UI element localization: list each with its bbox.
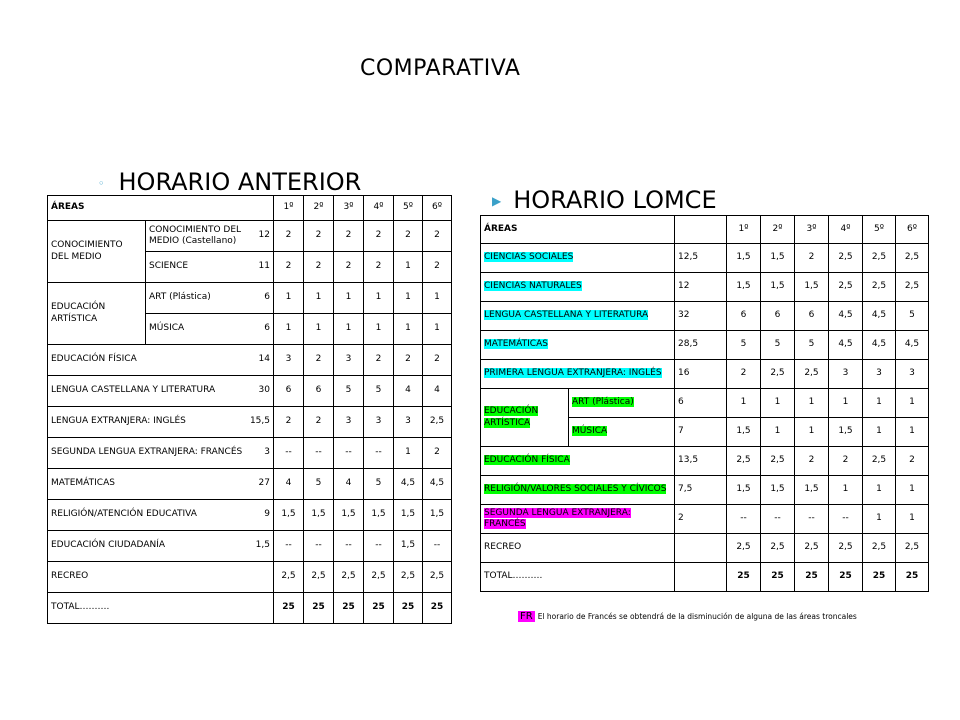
table-row [48, 500, 452, 531]
value-cell: 2,5 [863, 244, 896, 273]
subject-name: SEGUNDA LENGUA EXTRANJERA: FRANCÉS [484, 507, 631, 529]
value-cell: 1,5 [727, 476, 761, 505]
value-cell: 2,5 [394, 562, 423, 593]
subject-total: 7,5 [675, 476, 727, 505]
table-row [481, 505, 929, 534]
value-cell: 1 [274, 283, 304, 314]
table-row [48, 376, 452, 407]
value-cell: 2,5 [727, 534, 761, 563]
subject-name: TOTAL………. [484, 571, 543, 582]
table-row [481, 447, 929, 476]
subject-name: MATEMÁTICAS [484, 339, 548, 350]
subject-label [48, 469, 274, 500]
value-cell: 2,5 [761, 534, 795, 563]
subject-total: 14 [258, 354, 270, 365]
table-row [48, 593, 452, 624]
value-cell: 2 [896, 447, 929, 476]
subject-total: 11 [258, 261, 270, 272]
value-cell: 1,5 [795, 273, 829, 302]
header-cell-areas: ÁREAS [481, 216, 675, 244]
table-row [481, 360, 929, 389]
value-cell: 25 [364, 593, 394, 624]
value-cell: 1 [423, 283, 452, 314]
value-cell: 1,5 [727, 244, 761, 273]
subject-label [48, 500, 274, 531]
value-cell: 2,5 [364, 562, 394, 593]
value-cell: 3 [274, 345, 304, 376]
header-cell-areas: ÁREAS [48, 196, 274, 221]
subject-label [48, 593, 274, 624]
value-cell: 25 [896, 563, 929, 592]
value-cell: 25 [394, 593, 423, 624]
value-cell: 1 [896, 389, 929, 418]
value-cell: 1 [394, 438, 423, 469]
value-cell: -- [761, 505, 795, 534]
subject-name: TOTAL………. [51, 602, 110, 613]
value-cell: -- [334, 438, 364, 469]
subject-name: RECREO [51, 571, 89, 582]
value-cell: 2 [423, 345, 452, 376]
subject-total: 2 [675, 505, 727, 534]
value-cell: 2 [304, 407, 334, 438]
header-cell-total [675, 216, 727, 244]
subject-label [146, 314, 274, 345]
subject-label [146, 221, 274, 252]
subject-name: RECREO [484, 542, 522, 553]
value-cell: 2,5 [863, 534, 896, 563]
subject-name: EDUCACIÓN FÍSICA [51, 354, 137, 365]
value-cell: 2,5 [274, 562, 304, 593]
group-educacion-artistica: EDUCACIÓN ARTÍSTICA [48, 283, 146, 345]
subject-total: 9 [264, 509, 270, 520]
subject-total: 32 [675, 302, 727, 331]
subject-label [481, 302, 675, 331]
value-cell: 2,5 [896, 273, 929, 302]
subject-name: MATEMÁTICAS [51, 478, 115, 489]
value-cell: 2 [727, 360, 761, 389]
value-cell: 2 [274, 221, 304, 252]
heading-horario-lomce-text: HORARIO LOMCE [513, 186, 717, 214]
value-cell: 25 [274, 593, 304, 624]
value-cell: 1 [364, 314, 394, 345]
value-cell: 2,5 [829, 534, 863, 563]
header-cell-grade: 1º [727, 216, 761, 244]
value-cell: 4 [334, 469, 364, 500]
value-cell: 3 [896, 360, 929, 389]
value-cell: 6 [274, 376, 304, 407]
subject-label [48, 376, 274, 407]
value-cell: 1 [829, 389, 863, 418]
french-note [518, 611, 857, 622]
subject-label [481, 447, 675, 476]
value-cell: -- [727, 505, 761, 534]
table-row [481, 302, 929, 331]
header-cell-grade: 4º [364, 196, 394, 221]
subject-name: CIENCIAS SOCIALES [484, 252, 574, 263]
heading-horario-anterior-text: HORARIO ANTERIOR [118, 168, 362, 196]
subject-name: SCIENCE [149, 261, 189, 272]
value-cell: 2,5 [829, 244, 863, 273]
value-cell: -- [274, 531, 304, 562]
value-cell: 1 [727, 389, 761, 418]
table-row [481, 563, 929, 592]
value-cell: -- [334, 531, 364, 562]
value-cell: 2,5 [761, 447, 795, 476]
value-cell: 1 [761, 389, 795, 418]
group-conocimiento-del-medio: CONOCIMIENTO DEL MEDIO [48, 221, 146, 283]
table-row [48, 283, 452, 314]
value-cell: 2 [274, 252, 304, 283]
subject-name: LENGUA CASTELLANA Y LITERATURA [51, 385, 216, 396]
subject-name: LENGUA EXTRANJERA: INGLÉS [51, 416, 186, 427]
value-cell: 3 [364, 407, 394, 438]
value-cell: 2,5 [727, 447, 761, 476]
value-cell: 1 [863, 389, 896, 418]
subject-total: 12 [675, 273, 727, 302]
subject-label [481, 331, 675, 360]
subject-total [675, 534, 727, 563]
value-cell: 1,5 [761, 244, 795, 273]
subject-total: 7 [675, 418, 727, 447]
value-cell: 25 [304, 593, 334, 624]
table-row [481, 389, 929, 418]
subject-name: CIENCIAS NATURALES [484, 281, 582, 292]
table-row [48, 345, 452, 376]
subject-total [675, 563, 727, 592]
value-cell: 4 [394, 376, 423, 407]
value-cell: 2 [334, 221, 364, 252]
subject-name: CONOCIMIENTO DEL MEDIO (Castellano) [149, 224, 242, 246]
value-cell: 25 [863, 563, 896, 592]
value-cell: 5 [364, 469, 394, 500]
table-row [48, 469, 452, 500]
value-cell: 2 [364, 221, 394, 252]
subject-name: MÚSICA [572, 426, 608, 437]
value-cell: 1,5 [423, 500, 452, 531]
value-cell: 2 [394, 345, 423, 376]
table-row [48, 221, 452, 252]
value-cell: 5 [304, 469, 334, 500]
header-cell-grade: 2º [761, 216, 795, 244]
subject-total: 27 [258, 478, 270, 489]
value-cell: 1 [304, 283, 334, 314]
value-cell: 1 [274, 314, 304, 345]
value-cell: 1 [795, 389, 829, 418]
value-cell: -- [423, 531, 452, 562]
subject-total: 6 [675, 389, 727, 418]
value-cell: 2 [274, 407, 304, 438]
subject-label [481, 476, 675, 505]
subject-label [48, 562, 274, 593]
subject-name: ART (Plástica) [149, 292, 211, 303]
value-cell: 6 [304, 376, 334, 407]
subject-label [48, 438, 274, 469]
subject-total: 16 [675, 360, 727, 389]
value-cell: 2 [304, 345, 334, 376]
value-cell: 6 [727, 302, 761, 331]
value-cell: 2 [423, 252, 452, 283]
table-row [48, 438, 452, 469]
value-cell: 4 [423, 376, 452, 407]
subject-label [481, 563, 675, 592]
value-cell: 1 [863, 418, 896, 447]
value-cell: 1,5 [795, 476, 829, 505]
value-cell: 2 [423, 438, 452, 469]
value-cell: 1 [423, 314, 452, 345]
value-cell: 1 [863, 505, 896, 534]
value-cell: 6 [795, 302, 829, 331]
subject-total: 6 [264, 323, 270, 334]
value-cell: 2,5 [423, 407, 452, 438]
value-cell: 1 [364, 283, 394, 314]
subject-label [569, 389, 675, 418]
header-cell-grade: 5º [394, 196, 423, 221]
subject-name: MÚSICA [149, 323, 185, 334]
value-cell: -- [304, 531, 334, 562]
subject-total: 12 [258, 230, 270, 241]
header-cell-grade: 3º [334, 196, 364, 221]
subject-name: RELIGIÓN/VALORES SOCIALES Y CÍVICOS [484, 484, 667, 495]
subject-name: ART (Plástica) [572, 397, 634, 408]
heading-horario-anterior [98, 168, 361, 196]
value-cell: 25 [727, 563, 761, 592]
value-cell: 1 [795, 418, 829, 447]
value-cell: 1,5 [394, 531, 423, 562]
value-cell: 1,5 [364, 500, 394, 531]
value-cell: 1 [896, 476, 929, 505]
value-cell: 2 [364, 345, 394, 376]
value-cell: -- [274, 438, 304, 469]
subject-total: 28,5 [675, 331, 727, 360]
value-cell: 3 [394, 407, 423, 438]
value-cell: 3 [334, 345, 364, 376]
value-cell: 1 [394, 314, 423, 345]
subject-label [481, 360, 675, 389]
value-cell: -- [795, 505, 829, 534]
value-cell: 4,5 [896, 331, 929, 360]
subject-total: 15,5 [249, 416, 270, 427]
value-cell: 1,5 [829, 418, 863, 447]
circle-bullet-icon: ◦ [98, 176, 105, 190]
header-cell-grade: 5º [863, 216, 896, 244]
group-label: EDUCACIÓN ARTÍSTICA [484, 406, 539, 428]
value-cell: 2,5 [795, 534, 829, 563]
value-cell: 5 [896, 302, 929, 331]
value-cell: 1 [829, 476, 863, 505]
subject-label [48, 531, 274, 562]
subject-label [481, 244, 675, 273]
french-note-tag: FR [520, 611, 533, 622]
table-header-row [48, 196, 452, 221]
value-cell: 4,5 [863, 302, 896, 331]
group-educacion-artistica [481, 389, 569, 447]
subject-total: 1,5 [255, 540, 270, 551]
value-cell: 2,5 [761, 360, 795, 389]
value-cell: 1 [761, 418, 795, 447]
value-cell: 1 [304, 314, 334, 345]
value-cell: 1 [896, 418, 929, 447]
value-cell: 2 [364, 252, 394, 283]
value-cell: 2,5 [863, 273, 896, 302]
subject-name: RELIGIÓN/ATENCIÓN EDUCATIVA [51, 509, 197, 520]
value-cell: 1,5 [761, 273, 795, 302]
value-cell: 1 [334, 314, 364, 345]
heading-horario-lomce [492, 186, 717, 214]
value-cell: 3 [863, 360, 896, 389]
value-cell: 2,5 [863, 447, 896, 476]
value-cell: -- [304, 438, 334, 469]
subject-label [569, 418, 675, 447]
header-cell-grade: 6º [423, 196, 452, 221]
header-cell-grade: 6º [896, 216, 929, 244]
value-cell: 6 [761, 302, 795, 331]
value-cell: 2 [334, 252, 364, 283]
value-cell: 5 [364, 376, 394, 407]
subject-label [48, 407, 274, 438]
table-row [481, 534, 929, 563]
value-cell: 4 [274, 469, 304, 500]
value-cell: 2,5 [829, 273, 863, 302]
value-cell: 2,5 [423, 562, 452, 593]
value-cell: 1,5 [304, 500, 334, 531]
subject-name: SEGUNDA LENGUA EXTRANJERA: FRANCÉS [51, 447, 243, 458]
subject-label [481, 505, 675, 534]
value-cell: 5 [761, 331, 795, 360]
value-cell: 2,5 [304, 562, 334, 593]
table-row [48, 407, 452, 438]
value-cell: 25 [795, 563, 829, 592]
value-cell: 4,5 [394, 469, 423, 500]
subject-total: 12,5 [675, 244, 727, 273]
value-cell: -- [364, 438, 394, 469]
subject-total: 6 [264, 292, 270, 303]
value-cell: 4,5 [829, 331, 863, 360]
value-cell: 1,5 [761, 476, 795, 505]
subject-name: EDUCACIÓN CIUDADANÍA [51, 540, 166, 551]
value-cell: 25 [761, 563, 795, 592]
value-cell: 1 [394, 252, 423, 283]
table-horario-lomce [480, 215, 929, 592]
subject-name: LENGUA CASTELLANA Y LITERATURA [484, 310, 649, 321]
table-row [481, 476, 929, 505]
value-cell: 1,5 [274, 500, 304, 531]
table-row [48, 562, 452, 593]
header-cell-grade: 3º [795, 216, 829, 244]
value-cell: 5 [727, 331, 761, 360]
value-cell: 1 [896, 505, 929, 534]
header-cell-grade: 1º [274, 196, 304, 221]
value-cell: 25 [829, 563, 863, 592]
table-horario-anterior [47, 195, 452, 624]
value-cell: 25 [334, 593, 364, 624]
subject-label [481, 534, 675, 563]
value-cell: 2,5 [334, 562, 364, 593]
value-cell: 2 [423, 221, 452, 252]
value-cell: 2 [795, 447, 829, 476]
header-cell-grade: 2º [304, 196, 334, 221]
value-cell: 4,5 [863, 331, 896, 360]
subject-total: 3 [264, 447, 270, 458]
value-cell: 2 [304, 221, 334, 252]
value-cell: 2 [829, 447, 863, 476]
value-cell: 4,5 [829, 302, 863, 331]
value-cell: 5 [334, 376, 364, 407]
value-cell: 1,5 [727, 418, 761, 447]
value-cell: 1,5 [727, 273, 761, 302]
table-header-row [481, 216, 929, 244]
subject-name: PRIMERA LENGUA EXTRANJERA: INGLÉS [484, 368, 662, 379]
value-cell: 2 [394, 221, 423, 252]
subject-total: 30 [258, 385, 270, 396]
value-cell: 4,5 [423, 469, 452, 500]
french-note-text: El horario de Francés se obtendrá de la disminución de alguna de las áreas troncales [537, 612, 857, 621]
value-cell: 3 [334, 407, 364, 438]
subject-label [146, 283, 274, 314]
value-cell: -- [829, 505, 863, 534]
value-cell: 2,5 [795, 360, 829, 389]
table-row [481, 244, 929, 273]
value-cell: 2,5 [896, 534, 929, 563]
subject-label [146, 252, 274, 283]
table-row [481, 273, 929, 302]
value-cell: 5 [795, 331, 829, 360]
value-cell: -- [364, 531, 394, 562]
value-cell: 2 [304, 252, 334, 283]
subject-label [481, 273, 675, 302]
subject-total: 13,5 [675, 447, 727, 476]
subject-label [48, 345, 274, 376]
value-cell: 1 [863, 476, 896, 505]
header-cell-grade: 4º [829, 216, 863, 244]
value-cell: 1 [394, 283, 423, 314]
value-cell: 25 [423, 593, 452, 624]
value-cell: 3 [829, 360, 863, 389]
value-cell: 1,5 [334, 500, 364, 531]
triangle-bullet-icon: ▶ [492, 194, 502, 208]
table-row [48, 531, 452, 562]
value-cell: 1,5 [394, 500, 423, 531]
value-cell: 2,5 [896, 244, 929, 273]
subject-name: EDUCACIÓN FÍSICA [484, 455, 570, 466]
table-row [481, 331, 929, 360]
value-cell: 1 [334, 283, 364, 314]
value-cell: 2 [795, 244, 829, 273]
page-title: COMPARATIVA [360, 56, 521, 81]
